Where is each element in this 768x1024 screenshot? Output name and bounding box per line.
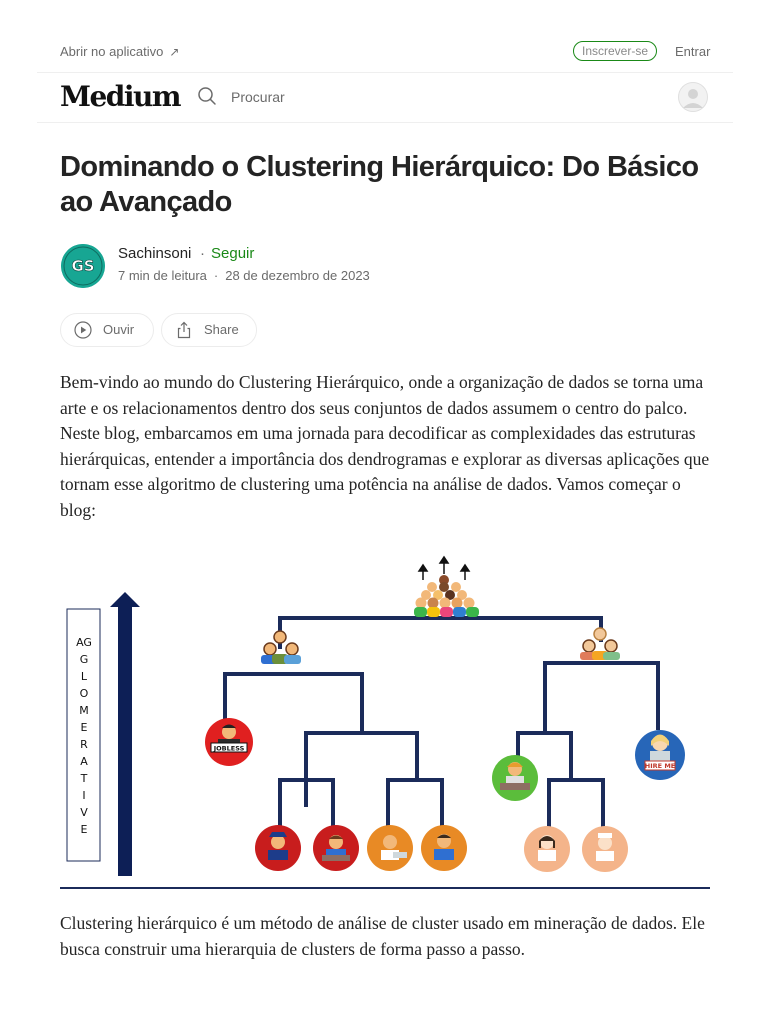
top-bar	[37, 30, 733, 73]
jobless-person-icon	[205, 718, 253, 766]
sign-in-link[interactable]: Entrar	[675, 44, 711, 59]
man-person-icon	[421, 825, 467, 871]
listen-button[interactable]	[60, 313, 154, 347]
svg-text:HIRE ME: HIRE ME	[644, 762, 676, 770]
svg-text:O: O	[79, 687, 89, 700]
user-avatar-icon[interactable]	[678, 82, 708, 112]
svg-text:T: T	[80, 772, 88, 785]
author-initials: GS	[71, 257, 95, 275]
chef-person-icon	[367, 825, 413, 871]
search-input[interactable]: Procurar	[231, 89, 285, 105]
listen-label: Ouvir	[103, 322, 135, 337]
medium-logo[interactable]: Medium	[60, 80, 181, 113]
svg-text:L: L	[80, 670, 88, 683]
open-app-link[interactable]	[60, 44, 179, 59]
author-name[interactable]: Sachinsoni	[118, 245, 192, 262]
article-paragraph: Bem-vindo ao mundo do Clustering Hierárquico, onde a organização de dados se torna uma arte e os relacionamentos dentro dos seus conjuntos de dados assumem o centro do palco. Neste blog, embarcamos em uma jornada para decodificar as complexidades das estruturas hierárquicas, entender a importância dos dendrogramas e explorar as diversas aplicações que tornam esse algoritmo de clustering uma potência na análise de dados. Vamos começar o blog:	[60, 372, 710, 520]
share-label: Share	[204, 322, 239, 337]
office-worker-icon	[313, 825, 359, 871]
publish-date: 28 de dezembro de 2023	[225, 268, 370, 283]
svg-text:M: M	[79, 704, 89, 717]
crowd-icon	[414, 557, 479, 617]
follow-button[interactable]: Seguir	[211, 245, 255, 262]
share-icon	[175, 321, 193, 339]
author-avatar[interactable]	[61, 244, 105, 288]
hire-me-person-icon	[635, 730, 685, 780]
open-app-label: Abrir no aplicativo	[60, 44, 164, 59]
play-icon	[74, 321, 92, 339]
svg-text:V: V	[80, 806, 88, 819]
nurse-icon	[582, 826, 628, 872]
separator-dot: ·	[200, 245, 205, 262]
svg-text:JOBLESS: JOBLESS	[213, 744, 245, 753]
group-women-icon	[580, 628, 620, 660]
sign-up-button[interactable]: Inscrever-se	[573, 41, 657, 61]
clustering-illustration	[60, 550, 712, 890]
svg-text:E: E	[80, 721, 88, 734]
svg-text:E: E	[80, 823, 88, 836]
svg-text:I: I	[82, 789, 86, 802]
police-officer-icon	[255, 825, 301, 871]
svg-text:G: G	[79, 653, 89, 666]
arrow-up-right-icon: ↗	[169, 45, 180, 59]
share-button[interactable]	[161, 313, 257, 347]
svg-text:R: R	[80, 738, 88, 751]
svg-text:A: A	[80, 755, 88, 768]
article-paragraph: Clustering hierárquico é um método de análise de cluster usado em mineração de dados. Ele busca construir uma hierarquia de clusters de forma passo a passo.	[60, 913, 705, 959]
worker-person-icon	[492, 755, 538, 801]
doctor-icon	[524, 826, 570, 872]
arrow-up-icon	[110, 592, 140, 876]
search-icon[interactable]	[197, 86, 217, 106]
nav-bar	[37, 72, 733, 123]
article-title: Dominando o Clustering Hierárquico: Do Básico ao Avançado	[60, 151, 699, 218]
read-time: 7 min de leitura	[118, 268, 207, 283]
separator-dot: ·	[213, 268, 219, 283]
svg-text:AG: AG	[76, 636, 92, 649]
article-meta	[118, 268, 370, 283]
